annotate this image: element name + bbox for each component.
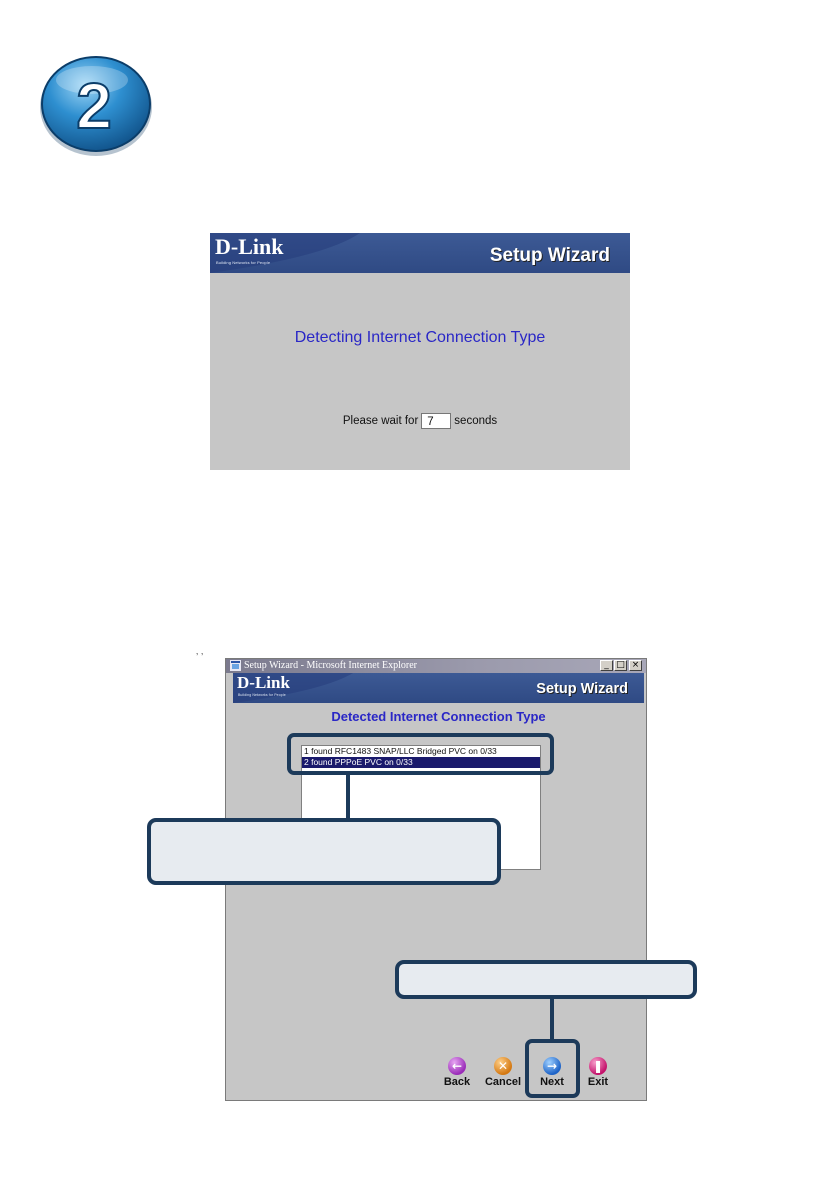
setup-wizard-header [233, 673, 644, 703]
dlink-logo: D-Link [215, 234, 284, 259]
next-button-highlight [525, 1039, 580, 1098]
wait-message [210, 413, 630, 429]
window-titlebar[interactable] [226, 659, 646, 673]
exit-button[interactable] [576, 1057, 620, 1088]
ie-app-icon [230, 660, 241, 671]
cancel-button[interactable] [481, 1057, 525, 1088]
setup-wizard-title: Setup Wizard [489, 245, 610, 266]
wait-prefix: Please wait for [342, 415, 419, 428]
step-number-badge [36, 52, 156, 156]
next-label: Next [540, 1076, 564, 1088]
detected-heading: Detected Internet Connection Type [331, 709, 546, 724]
maximize-button[interactable]: □ [614, 660, 627, 671]
close-button[interactable]: × [629, 660, 642, 671]
back-label: Back [443, 1076, 471, 1088]
exit-label: Exit [587, 1076, 609, 1088]
back-arrow-icon: ← [448, 1057, 466, 1075]
step-number: 2 [76, 70, 112, 142]
detecting-panel [210, 233, 630, 470]
setup-wizard-header [210, 233, 630, 273]
dlink-tagline: Building Networks for People [216, 260, 271, 265]
dlink-logo: D-Link [237, 673, 290, 692]
connection-list-callout [147, 818, 501, 885]
next-arrow-icon: → [543, 1057, 561, 1075]
page-mark: ‚ ‚ [196, 646, 204, 657]
detecting-heading: Detecting Internet Connection Type [294, 329, 546, 346]
exit-icon: ❚ [589, 1057, 607, 1075]
connection-option-1[interactable]: 1 found RFC1483 SNAP/LLC Bridged PVC on 0/33 [304, 746, 497, 756]
callout-connector [346, 775, 350, 820]
next-button-callout [395, 960, 697, 999]
connection-option-2[interactable]: 2 found PPPoE PVC on 0/33 [302, 757, 540, 768]
wait-suffix: seconds [454, 415, 498, 428]
cancel-x-icon: ✕ [494, 1057, 512, 1075]
wait-seconds-field: 7 [421, 413, 451, 429]
connection-list-highlight [287, 733, 554, 775]
cancel-label: Cancel [484, 1076, 522, 1088]
window-title: Setup Wizard - Microsoft Internet Explorer [244, 660, 417, 671]
callout-connector [550, 999, 554, 1041]
setup-wizard-title: Setup Wizard [536, 681, 628, 697]
dlink-tagline: Building Networks for People [238, 693, 286, 697]
minimize-button[interactable]: _ [600, 660, 613, 671]
back-button[interactable] [435, 1057, 479, 1088]
